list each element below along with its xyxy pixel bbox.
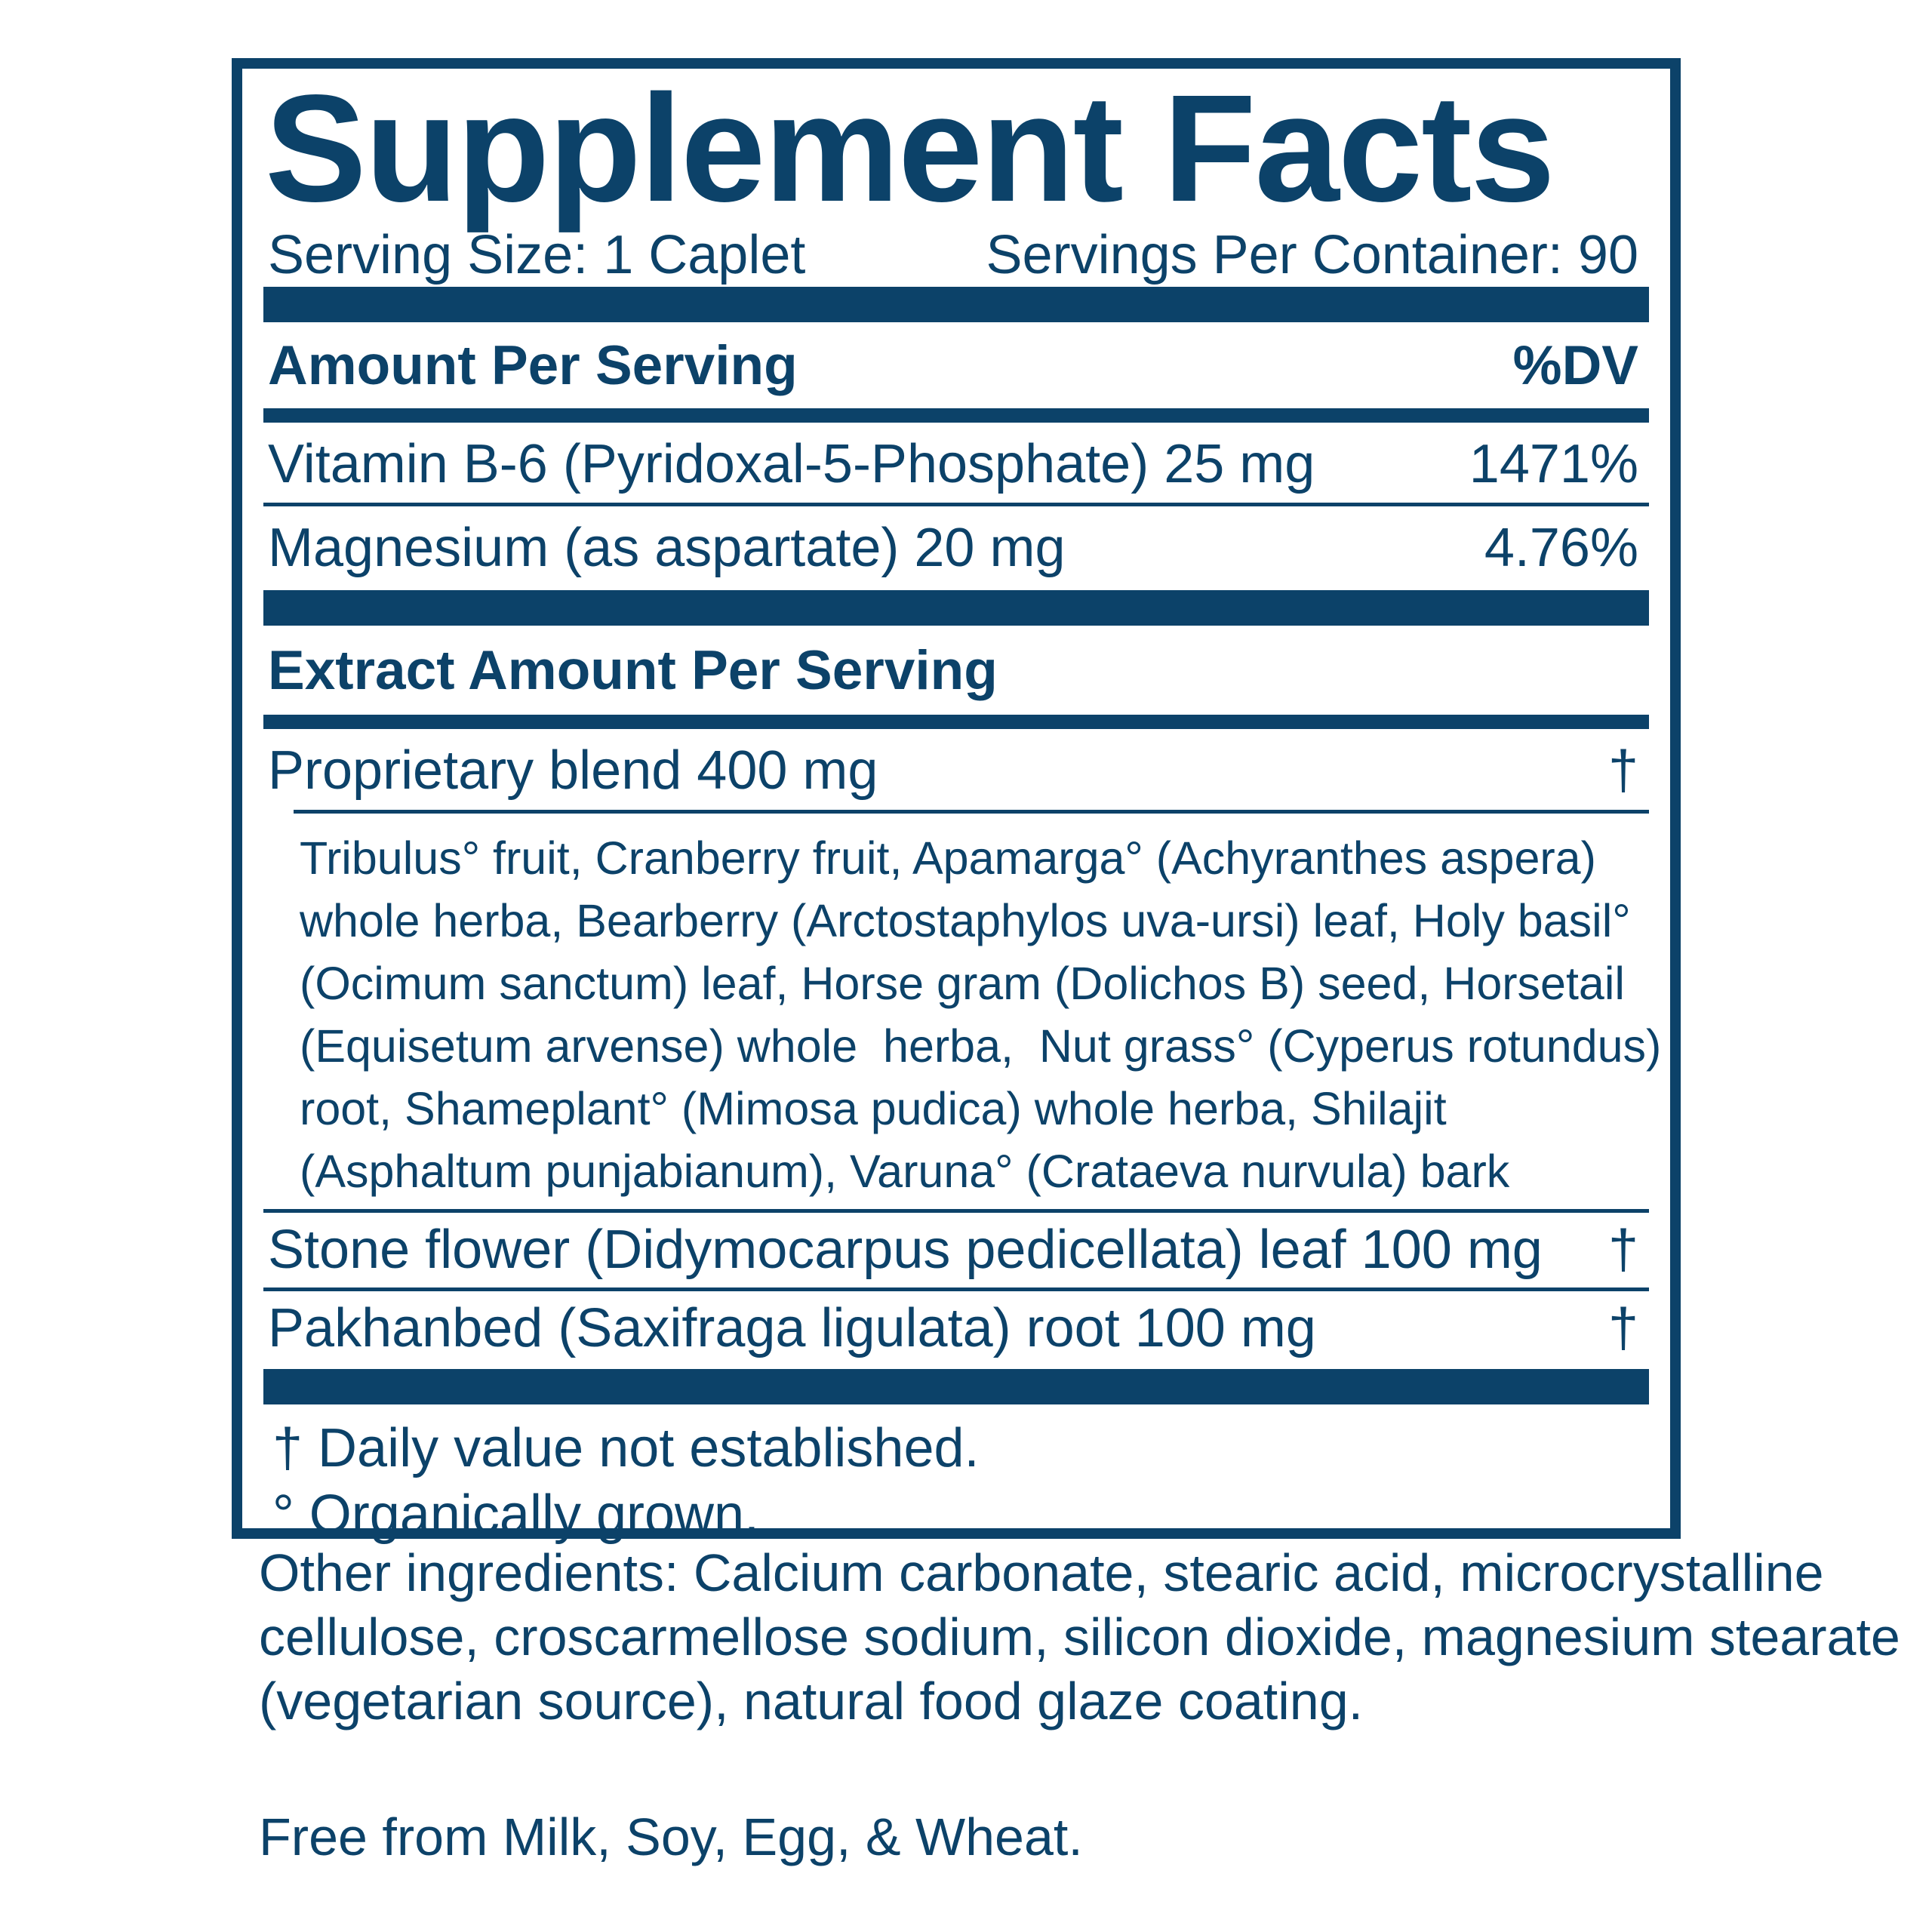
footnotes xyxy=(263,1415,1649,1548)
other-ingredients-line: Other ingredients: Calcium carbonate, stearic acid, microcrystalline xyxy=(259,1543,1824,1602)
extract-dv-dagger: † xyxy=(1607,1297,1638,1358)
footnote-daily-value: † Daily value not established. xyxy=(272,1417,980,1478)
servings-per-container: Servings Per Container: 90 xyxy=(986,224,1638,285)
blend-line: (Asphaltum punjabianum), Varuna° (Crataeva nurvula) bark xyxy=(300,1145,1510,1197)
other-ingredients-line: (vegetarian source), natural food glaze coating. xyxy=(259,1672,1364,1730)
blend-dv-dagger: † xyxy=(1607,740,1638,801)
serving-size: Serving Size: 1 Caplet xyxy=(268,224,806,285)
dv-header: %DV xyxy=(1512,334,1638,396)
divider-bar-thick-bottom xyxy=(263,1369,1649,1404)
extract-dv-dagger: † xyxy=(1607,1219,1638,1280)
divider-bar-medium-2 xyxy=(263,715,1649,729)
extract-name: Stone flower (Didymocarpus pedicellata) leaf 100 mg xyxy=(268,1219,1543,1280)
blend-name: Proprietary blend 400 mg xyxy=(268,740,878,801)
amount-per-serving-header: Amount Per Serving xyxy=(268,334,798,396)
nutrient-name: Vitamin B-6 (Pyridoxal-5-Phosphate) 25 mg xyxy=(268,433,1315,494)
extract-row-stone-flower xyxy=(263,1219,1649,1281)
blend-line: Tribulus° fruit, Cranberry fruit, Apamarga° (Achyranthes aspera) xyxy=(300,832,1596,884)
blend-line: root, Shameplant° (Mimosa pudica) whole herba, Shilajit xyxy=(300,1082,1447,1134)
extract-row-pakhanbed xyxy=(263,1297,1649,1360)
blend-line: whole herba, Bearberry (Arctostaphylos uva-ursi) leaf, Holy basil° xyxy=(300,894,1631,946)
row-separator-1 xyxy=(263,503,1649,506)
row-separator-3 xyxy=(263,1287,1649,1291)
footnote-organically-grown: ° Organically grown. xyxy=(272,1484,760,1545)
extract-name: Pakhanbed (Saxifraga ligulata) root 100 mg xyxy=(268,1297,1316,1358)
divider-bar-thick-top xyxy=(263,287,1649,322)
nutrient-dv: 1471% xyxy=(1469,433,1638,494)
below-panel-text xyxy=(259,1541,1900,1869)
row-separator-2 xyxy=(263,1209,1649,1213)
divider-bar-medium-1 xyxy=(263,408,1649,423)
blend-line: (Ocimum sanctum) leaf, Horse gram (Dolichos B) seed, Horsetail xyxy=(300,957,1625,1009)
column-header-row xyxy=(263,334,1649,398)
blend-separator xyxy=(294,810,1649,814)
free-from-statement: Free from Milk, Soy, Egg, & Wheat. xyxy=(259,1807,1083,1866)
divider-bar-thick-middle xyxy=(263,590,1649,626)
panel-title: Supplement Facts xyxy=(265,63,1554,233)
proprietary-blend-ingredients xyxy=(263,827,1662,1203)
nutrient-row-magnesium xyxy=(263,517,1649,580)
extract-section-header: Extract Amount Per Serving xyxy=(268,640,998,702)
nutrient-row-vitamin-b6 xyxy=(263,433,1649,496)
other-ingredients-line: cellulose, croscarmellose sodium, silicon dioxide, magnesium stearate xyxy=(259,1607,1900,1666)
supplement-facts-panel xyxy=(232,58,1681,1545)
blend-line: (Equisetum arvense) whole herba, Nut grass° (Cyperus rotundus) xyxy=(300,1020,1662,1072)
nutrient-name: Magnesium (as aspartate) 20 mg xyxy=(268,518,1066,579)
serving-info-row xyxy=(263,224,1649,287)
nutrient-dv: 4.76% xyxy=(1484,518,1638,579)
proprietary-blend-row xyxy=(263,740,1649,802)
other-ingredients-paragraph xyxy=(259,1541,1900,1734)
